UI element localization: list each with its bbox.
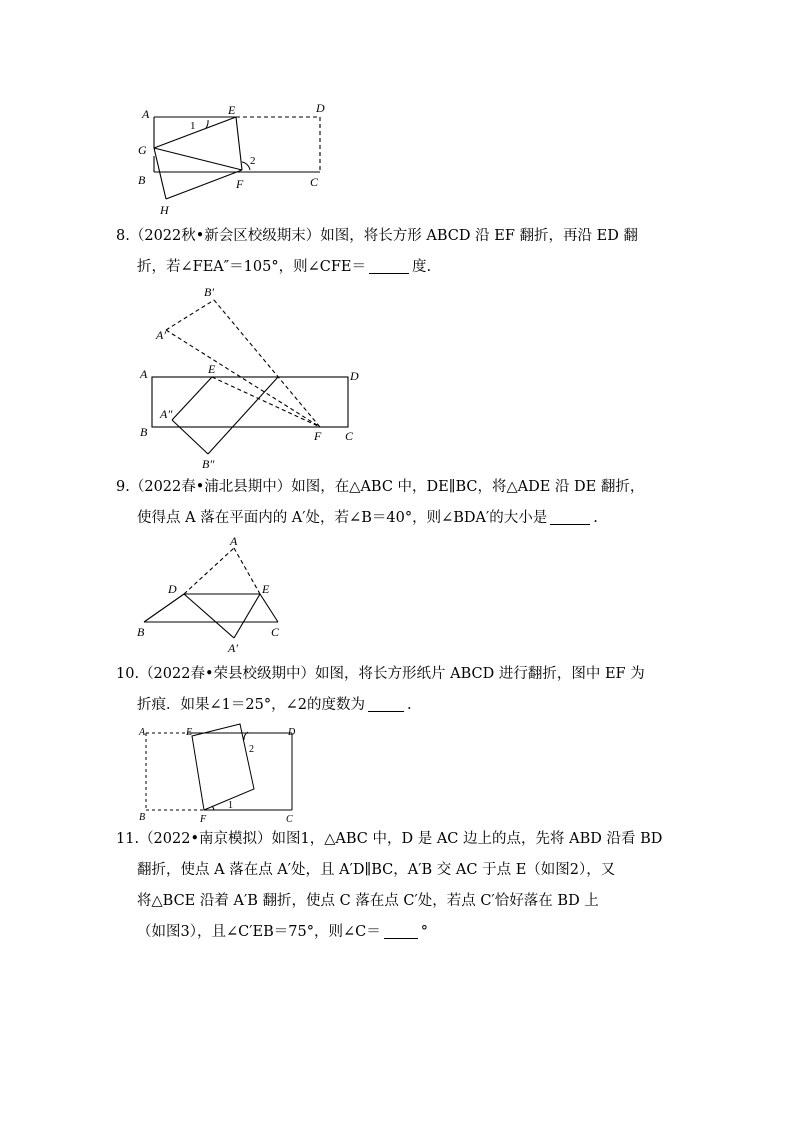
label-F: F	[200, 814, 207, 825]
question-text: （2022春•荣县校级期中）如图，将长方形纸片 ABCD 进行翻折，图中 EF 为	[139, 666, 645, 682]
dashed-AE	[234, 548, 260, 594]
label-E: E	[208, 362, 216, 376]
question-9: 9.（2022春•浦北县期中）如图，在△ABC 中，DE∥BC，将△ADE 沿 DE 翻折， 使得点 A 落在平面内的 A′处，若∠B＝40°，则∠BDA′的大小是 .	[116, 479, 645, 526]
answer-blank[interactable]	[384, 923, 418, 939]
figure-q7	[130, 98, 340, 218]
segment-GH	[154, 148, 166, 199]
label-A: A	[139, 727, 146, 738]
segment-E-fold	[236, 117, 242, 170]
label-B: B	[140, 425, 148, 439]
dashed-B1F	[214, 300, 320, 427]
answer-blank[interactable]	[368, 696, 404, 712]
question-number: 11.	[116, 831, 140, 847]
segment-BD	[144, 594, 184, 622]
label-D: D	[168, 582, 177, 596]
dashed-DA	[184, 548, 234, 594]
answer-blank[interactable]	[369, 258, 409, 274]
figure-q10	[136, 718, 306, 828]
answer-blank[interactable]	[550, 509, 590, 525]
label-B: B	[138, 173, 146, 187]
label-C: C	[310, 175, 319, 189]
segment-A2B2	[172, 420, 208, 454]
label-A2: A″	[160, 407, 173, 421]
label-A: A	[142, 107, 150, 121]
question-8: 8.（2022秋•新会区校级期末）如图，将长方形 ABCD 沿 EF 翻折，再沿 ED 翻 折，若∠FEA″＝105°，则∠CFE＝ 度.	[116, 228, 638, 275]
label-angle1: 1	[190, 120, 196, 132]
dashed-A1F	[166, 330, 320, 427]
question-number: 9.	[116, 479, 130, 495]
label-C: C	[286, 814, 293, 825]
segment-HF	[166, 170, 242, 199]
label-A1: A′	[228, 641, 238, 655]
rectangle-ABCD	[152, 377, 348, 427]
segment-EA2	[172, 377, 212, 420]
label-F: F	[314, 429, 322, 443]
question-10: 10.（2022春•荣县校级期中）如图，将长方形纸片 ABCD 进行翻折，图中 EF 为 折痕．如果∠1＝25°，∠2的度数为 .	[116, 666, 645, 713]
label-B1: B′	[204, 285, 214, 299]
segment-EC	[260, 594, 278, 622]
label-E: E	[186, 727, 193, 738]
label-E: E	[228, 103, 236, 117]
label-D: D	[316, 101, 325, 115]
figure-q8	[138, 282, 368, 472]
label-C: C	[345, 429, 354, 443]
segment-EA1	[234, 594, 260, 638]
figure-q9	[132, 532, 292, 656]
angle1-arc	[206, 120, 208, 128]
label-D: D	[288, 727, 296, 738]
label-angle2: 2	[250, 155, 256, 167]
label-B2: B″	[202, 457, 215, 471]
label-G: G	[138, 143, 147, 157]
folded-quadrilateral	[192, 724, 254, 810]
label-A: A	[140, 367, 148, 381]
label-A: A	[230, 534, 238, 548]
dashed-A1B1	[166, 300, 214, 330]
segment-G-fold	[154, 148, 242, 170]
question-number: 8.	[116, 228, 130, 244]
label-H: H	[160, 203, 169, 217]
label-F: F	[236, 177, 244, 191]
segment-DA1	[184, 594, 234, 638]
angle1-arc	[212, 806, 214, 810]
label-C: C	[271, 625, 280, 639]
question-number: 10.	[116, 666, 140, 682]
segment-B2-fold	[208, 377, 278, 454]
label-angle2: 2	[249, 744, 254, 755]
question-text: （2022•南京模拟）如图1，△ABC 中，D 是 AC 边上的点，先将 ABD 沿看 BD	[139, 831, 663, 847]
angle2-arc	[242, 162, 250, 170]
label-E: E	[262, 582, 270, 596]
label-B: B	[139, 812, 146, 823]
label-A1: A′	[156, 328, 166, 342]
question-11: 11.（2022•南京模拟）如图1，△ABC 中，D 是 AC 边上的点，先将 ABD 沿看 BD 翻折，使点 A 落在点 A′处，且 A′D∥BC，A′B 交 AC 于点 E（如图2），又 将△BCE 沿着 A′B 翻折，使点 C 落在点 C′处，若点 C′恰好落在 BD 上 （如图3），且∠C′EB＝75°，则∠C＝ °	[116, 831, 663, 940]
question-text: （2022秋•新会区校级期末）如图，将长方形 ABCD 沿 EF 翻折，再沿 ED 翻	[129, 228, 638, 244]
label-angle1: 1	[228, 800, 233, 811]
label-D: D	[350, 369, 359, 383]
dashed-EF	[212, 377, 320, 427]
label-B: B	[137, 625, 145, 639]
question-text: （2022春•浦北县期中）如图，在△ABC 中，DE∥BC，将△ADE 沿 DE 翻折，	[129, 479, 645, 495]
